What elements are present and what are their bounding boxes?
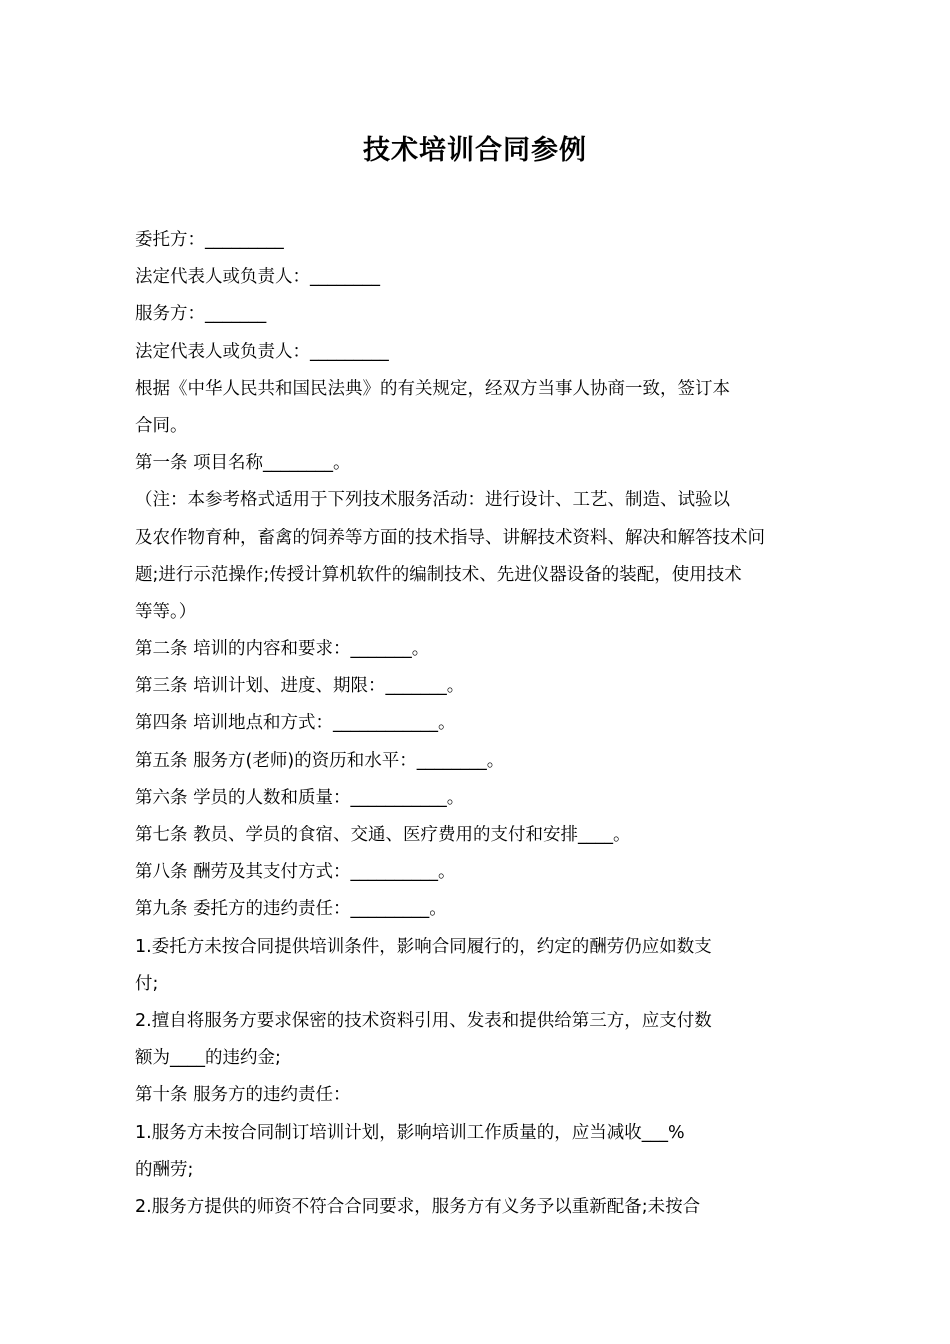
article-4: 第四条 培训地点和方式：____________。: [135, 713, 456, 734]
article-10-item-1-line-2: 的酬劳;: [135, 1159, 194, 1180]
provider-representative-line: 法定代表人或负责人：_________: [135, 341, 389, 362]
article-9-item-2-line-2: 额为____的违约金;: [135, 1048, 281, 1069]
note-line-2: 及农作物育种，畜禽的饲养等方面的技术指导、讲解技术资料、解决和解答技术问: [135, 527, 765, 548]
party-client-line: 委托方：_________: [135, 230, 284, 250]
article-10-item-1-line-1: 1.服务方未按合同制订培训计划，影响培训工作质量的，应当减收___%: [135, 1122, 685, 1143]
article-5: 第五条 服务方(老师)的资历和水平：________。: [135, 750, 505, 771]
article-10: 第十条 服务方的违约责任：: [135, 1085, 351, 1106]
client-representative-line: 法定代表人或负责人：________: [135, 267, 380, 288]
article-3: 第三条 培训计划、进度、期限：_______。: [135, 676, 465, 697]
note-line-3: 题;进行示范操作;传授计算机软件的编制技术、先进仪器设备的装配，使用技术: [135, 564, 742, 585]
party-provider-line: 服务方：_______: [135, 304, 267, 325]
article-9-item-2-line-1: 2.擅自将服务方要求保密的技术资料引用、发表和提供给第三方，应支付数: [135, 1010, 712, 1031]
article-8: 第八条 酬劳及其支付方式：__________。: [135, 862, 456, 883]
article-2: 第二条 培训的内容和要求：_______。: [135, 639, 430, 660]
article-9-item-1-line-2: 付;: [135, 973, 159, 994]
preamble-line-1: 根据《中华人民共和国民法典》的有关规定，经双方当事人协商一致，签订本: [135, 378, 730, 399]
document-title: 技术培训合同参例: [363, 135, 587, 166]
article-10-item-2-line-1: 2.服务方提供的师资不符合合同要求，服务方有义务予以重新配备;未按合: [135, 1196, 701, 1217]
article-6: 第六条 学员的人数和质量：___________。: [135, 787, 465, 808]
article-1: 第一条 项目名称________。: [135, 453, 351, 474]
preamble-line-2: 合同。: [135, 415, 188, 436]
article-9-item-1-line-1: 1.委托方未按合同提供培训条件，影响合同履行的，约定的酬劳仍应如数支: [135, 936, 712, 957]
article-7: 第七条 教员、学员的食宿、交通、医疗费用的支付和安排____。: [135, 825, 631, 845]
document-body: [135, 222, 835, 1226]
note-line-4: 等等。）: [135, 601, 197, 622]
note-line-1: （注：本参考格式适用于下列技术服务活动：进行设计、工艺、制造、试验以: [135, 490, 730, 511]
article-9: 第九条 委托方的违约责任：_________。: [135, 899, 447, 920]
